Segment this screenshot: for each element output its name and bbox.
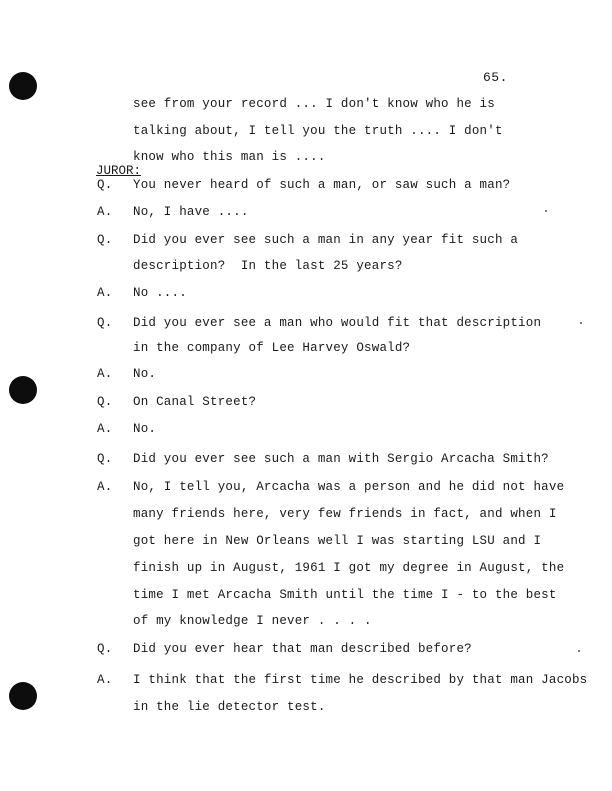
transcript-line: in the company of Lee Harvey Oswald? <box>133 341 411 355</box>
transcript-line: many friends here, very few friends in fact, and when I <box>133 507 557 521</box>
transcript-line: see from your record ... I don't know who he is <box>133 97 495 111</box>
transcript-line: I think that the first time he described by that man Jacobs <box>133 673 588 687</box>
speaker-label: Q. <box>97 642 113 656</box>
transcript-line: know who this man is .... <box>133 150 326 164</box>
transcript-line: On Canal Street? <box>133 395 257 409</box>
transcript-line: in the lie detector test. <box>133 700 326 714</box>
transcript-line: No, I have .... <box>133 205 249 219</box>
transcript-line: description? In the last 25 years? <box>133 259 403 273</box>
scan-speck <box>545 210 547 212</box>
transcript-line: You never heard of such a man, or saw such a man? <box>133 178 511 192</box>
speaker-label: A. <box>97 422 113 436</box>
speaker-label: Q. <box>97 178 113 192</box>
transcript-line: got here in New Orleans well I was starting LSU and I <box>133 534 542 548</box>
transcript-line: Did you ever see such a man with Sergio Arcacha Smith? <box>133 452 549 466</box>
scan-speck <box>578 650 580 652</box>
speaker-label: Q. <box>97 233 113 247</box>
speaker-label: A. <box>97 367 113 381</box>
speaker-label: A. <box>97 286 113 300</box>
transcript-line: talking about, I tell you the truth .... I don't <box>133 124 503 138</box>
binder-hole-top <box>9 72 37 100</box>
speaker-label: Q. <box>97 316 113 330</box>
transcript-line: No .... <box>133 286 187 300</box>
transcript-line: Did you ever see such a man in any year fit such a <box>133 233 519 247</box>
juror-heading: JUROR: <box>96 164 142 178</box>
speaker-label: A. <box>97 480 113 494</box>
speaker-label: Q. <box>97 395 113 409</box>
page-number: 65. <box>483 70 508 85</box>
transcript-line: of my knowledge I never . . . . <box>133 614 372 628</box>
transcript-line: No. <box>133 422 157 436</box>
speaker-label: A. <box>97 673 113 687</box>
transcript-line: Did you ever hear that man described before? <box>133 642 472 656</box>
binder-hole-middle <box>9 376 37 404</box>
scan-speck <box>580 322 582 324</box>
speaker-label: A. <box>97 205 113 219</box>
speaker-label: Q. <box>97 452 113 466</box>
transcript-line: No. <box>133 367 157 381</box>
transcript-line: finish up in August, 1961 I got my degree in August, the <box>133 561 565 575</box>
binder-hole-bottom <box>9 682 37 710</box>
transcript-line: time I met Arcacha Smith until the time I - to the best <box>133 588 557 602</box>
transcript-line: Did you ever see a man who would fit that description <box>133 316 542 330</box>
transcript-line: No, I tell you, Arcacha was a person and he did not have <box>133 480 565 494</box>
